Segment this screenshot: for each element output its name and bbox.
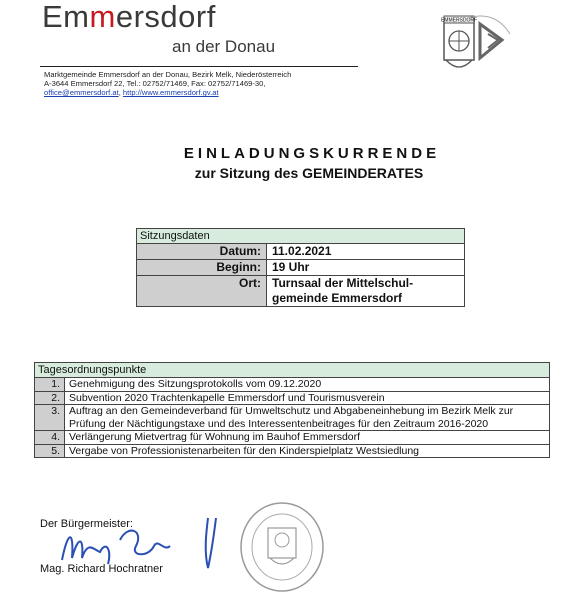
meeting-data-header: Sitzungsdaten [137, 229, 464, 244]
address-block [44, 70, 291, 98]
start-value: 19 Uhr [272, 260, 310, 274]
agenda-text: Verlängerung Mietvertrag für Wohnung im Bauhof Emmersdorf [69, 431, 361, 443]
mayor-name: Mag. Richard Hochratner [40, 563, 163, 575]
agenda-text: Genehmigung des Sitzungsprotokolls vom 09.12.2020 [69, 378, 322, 390]
document-subtitle: zur Sitzung des GEMEINDERATES [194, 165, 424, 181]
table-row [137, 244, 464, 260]
official-seal-icon [238, 500, 326, 594]
location-value: Turnsaal der Mittelschul-gemeinde Emmersdorf [272, 276, 414, 305]
agenda-row [35, 431, 549, 445]
agenda-row [35, 445, 549, 458]
agenda-number: 4. [35, 431, 65, 444]
date-value: 11.02.2021 [272, 244, 332, 258]
agenda-number: 5. [35, 445, 65, 458]
table-row [137, 260, 464, 276]
signature-label: Der Bürgermeister: [40, 518, 133, 530]
agenda-row [35, 392, 549, 406]
meeting-data-table [136, 228, 465, 307]
logo-text-part: ersdorf [115, 0, 216, 34]
crest-label: EMMERSDORF [440, 17, 478, 24]
agenda-text: Subvention 2020 Trachtenkapelle Emmersdorf und Tourismusverein [69, 391, 385, 404]
address-line: Marktgemeinde Emmersdorf an der Donau, Bezirk Melk, Niederösterreich [44, 70, 292, 79]
date-label: Datum: [137, 244, 267, 259]
address-line: A-3644 Emmersdorf 22, Tel.: 02752/71469, Fax: 02752/71469-30, [44, 79, 266, 89]
agenda-table [34, 362, 550, 458]
document-title: EINLADUNGSKURRENDE [183, 145, 441, 162]
agenda-text: Auftrag an den Gemeindeverband für Umweltschutz und Abgabeneinhebung im Bezirk Melk zur Prüfung der Nächtigungstaxe und des Interessentenbeitrages für den Zeitraum 2016-2020 [69, 405, 514, 430]
contact-line: office@emmersdorf.at, http://www.emmersdorf.gv.at [44, 88, 219, 98]
agenda-number: 2. [35, 392, 65, 405]
table-row [137, 276, 464, 306]
municipality-logo-text [42, 0, 216, 34]
agenda-row [35, 378, 549, 392]
logo-subtitle: an der Donau [172, 37, 276, 56]
header-divider [40, 66, 358, 67]
agenda-header: Tagesordnungspunkte [35, 363, 549, 378]
agenda-text: Vergabe von Professionistenarbeiten für den Kinderspielplatz Westsiedlung [69, 444, 420, 457]
municipal-crest-icon [440, 14, 524, 80]
email-link[interactable]: office@emmersdorf.at [44, 88, 119, 98]
website-link[interactable]: http://www.emmersdorf.gv.at [122, 88, 219, 98]
logo-text-accent: m [89, 0, 116, 34]
logo-text-part: Em [42, 0, 90, 34]
agenda-number: 1. [35, 378, 65, 391]
location-label: Ort: [137, 276, 267, 306]
agenda-row [35, 405, 549, 431]
agenda-number: 3. [35, 405, 65, 430]
start-label: Beginn: [137, 260, 267, 275]
